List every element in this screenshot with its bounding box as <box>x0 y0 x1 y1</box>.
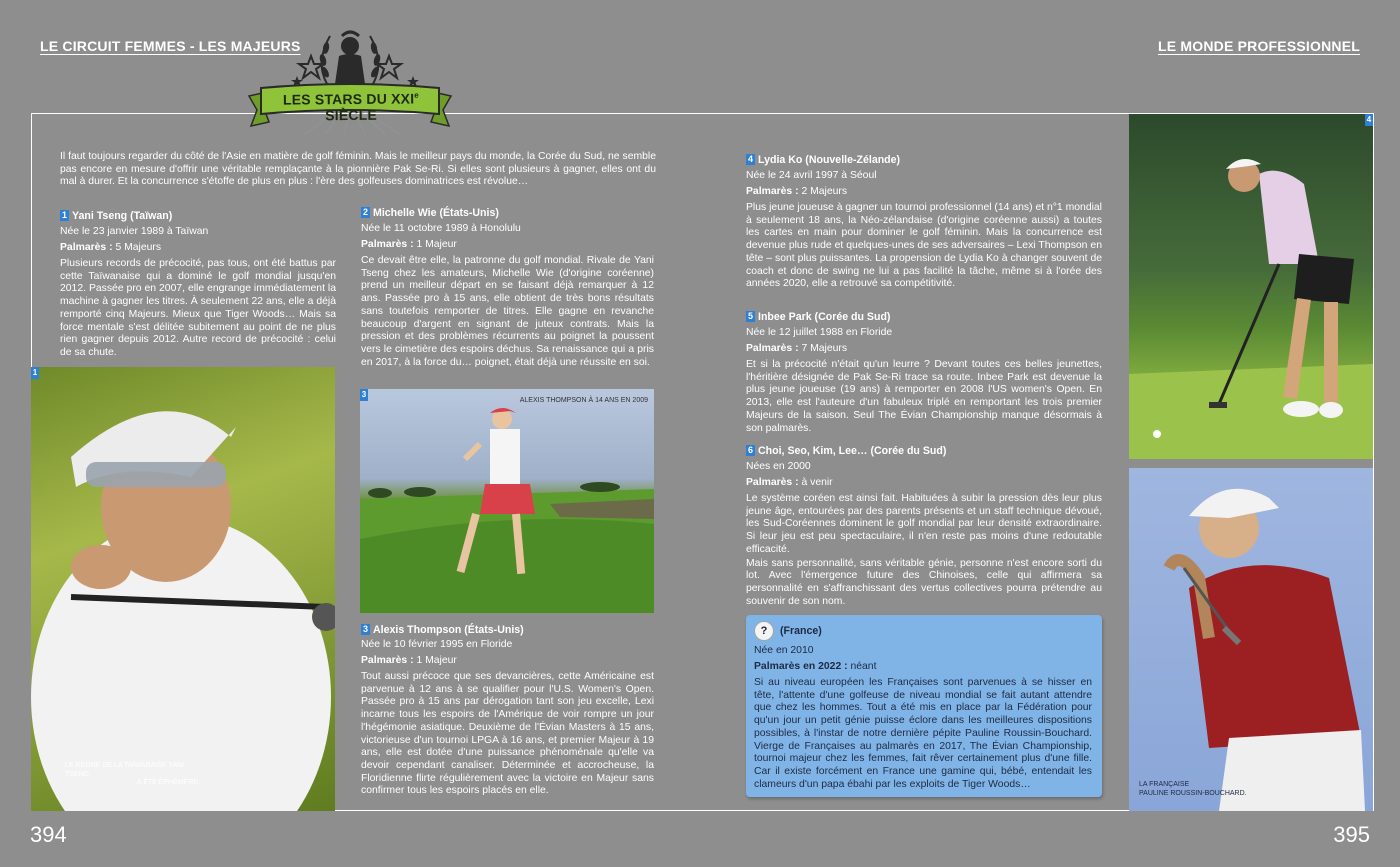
palmares-label: Palmarès : <box>746 343 799 354</box>
caption-line-1: LE RÈGNE DE LA TAÏWANAISE YANI TSENG <box>65 762 185 778</box>
golfer-photo-icon <box>360 389 654 613</box>
player-name: Inbee Park (Corée du Sud) <box>758 311 891 323</box>
banner-sup: e <box>414 90 419 100</box>
section-title-left: LE CIRCUIT FEMMES - LES MAJEURS <box>40 38 301 54</box>
box-content <box>754 621 1092 791</box>
banner-title <box>263 90 439 124</box>
palmares-value: 2 Majeurs <box>801 186 848 197</box>
player-heading <box>746 153 1102 167</box>
section-title-right: LE MONDE PROFESSIONNEL <box>1158 38 1360 54</box>
player-name: Lydia Ko (Nouvelle-Zélande) <box>758 154 901 166</box>
player-name: Choi, Seo, Kim, Lee… (Corée du Sud) <box>758 445 947 457</box>
palmares-label: Palmarès : <box>60 242 113 253</box>
player-michelle-wie <box>361 206 654 369</box>
player-heading <box>746 310 1102 324</box>
player-number: 6 <box>748 445 754 455</box>
player-text: Le système coréen est ainsi fait. Habituées à subir la pression dès leur plus jeune âge, entourées par des parents présents et un staff technique dévoué, les Sud-Coréennes dominent le golf mondial par leur densité extraordinaire. Si leur jeu est peu spectaculaire, il n'en reste pas moins d'une redoutable efficacité. <box>746 493 1102 555</box>
palmares-label: Palmarès : <box>746 477 799 488</box>
golfer-photo-icon <box>1129 468 1373 811</box>
page-number-left: 394 <box>30 822 67 847</box>
photo-number: 4 <box>1366 115 1372 124</box>
banner-title-text: LES STARS DU XXI <box>282 90 415 108</box>
player-yani-tseng <box>60 209 336 360</box>
photo-alexis-thompson <box>360 389 654 613</box>
box-name: (France) <box>780 624 822 637</box>
player-palmares <box>361 238 654 252</box>
player-heading <box>746 444 1102 458</box>
caption-line-2: PAULINE ROUSSIN-BOUCHARD. <box>1139 789 1247 797</box>
france-info-box <box>746 615 1102 797</box>
page-number-right: 395 <box>1333 822 1370 847</box>
photo-caption: ALEXIS THOMPSON À 14 ANS EN 2009 <box>519 397 648 404</box>
caption-line-2: A ÉTÉ ÉPHÉMÈRE. <box>136 779 200 786</box>
player-name: Michelle Wie (États-Unis) <box>373 207 499 219</box>
player-born: Née le 24 avril 1997 à Séoul <box>746 170 877 181</box>
photo-number: 1 <box>32 368 38 377</box>
palmares-label: Palmarès : <box>361 655 414 666</box>
intro-paragraph: Il faut toujours regarder du côté de l'Asie en matière de golf féminin. Mais le meilleur pays du monde, la Corée du Sud, ne semble pas encore en mesure d'offrir une véritable remplaçante à la pionnière Pak Se-Ri. Si elles sont plusieurs à gagner, elles ont du mal à durer. Et la concurrence s'étoffe de plus en plus : l'ère des golfeuses dominatrices est révolue… <box>60 151 656 188</box>
player-alexis-thompson <box>361 623 654 798</box>
player-lydia-ko <box>746 153 1102 291</box>
player-korean-group <box>746 444 1102 608</box>
player-born: Née le 12 juillet 1988 en Floride <box>746 327 893 338</box>
player-number: 3 <box>363 624 369 634</box>
golfer-photo-icon <box>31 367 335 811</box>
palmares-label: Palmarès en 2022 : <box>754 661 848 672</box>
photo-caption <box>1139 781 1247 798</box>
player-palmares <box>746 342 1102 356</box>
player-born: Nées en 2000 <box>746 461 811 472</box>
player-text: Plusieurs records de précocité, pas tous, ont été battus par cette Taïwanaise qui a dominé le golf mondial jusqu'en 2012. Passée pro en 2007, elle engrange immédiatement la machine à gagner les titres. À seulement 22 ans, elle a déjà remporté cinq Majeurs. Mieux que Tiger Woods… Mais sa force mentale s'est délitée subitement au point de ne plus rien gagner depuis 2012. Autre record de précocité : celui de sa chute. <box>60 258 336 358</box>
player-palmares <box>60 241 336 255</box>
photo-yani-tseng <box>31 367 335 811</box>
stars-banner <box>245 22 455 134</box>
player-born: Née le 11 octobre 1989 à Honolulu <box>361 223 521 234</box>
photo-number: 3 <box>361 390 367 399</box>
caption-line-1: LA FRANÇAISE <box>1139 781 1190 788</box>
player-number: 5 <box>748 311 754 321</box>
player-heading <box>60 209 336 223</box>
photo-caption <box>65 762 200 788</box>
box-heading <box>754 621 1092 641</box>
player-born: Née le 23 janvier 1989 à Taïwan <box>60 226 209 237</box>
palmares-label: Palmarès : <box>746 186 799 197</box>
player-text: Tout aussi précoce que ses devancières, cette Américaine est parvenue à 12 ans à se qualifier pour l'U.S. Women's Open. Passée pro à 15 ans par dérogation tant son jeu excelle, Lexi incarne tous les espoirs de l'Amérique de voir rompre un jour l'hégémonie asiatique. Deuxième de l'Évian Masters à 15 ans, victorieuse d'un tournoi LPGA à 16 ans, et premier Majeur à 19 ans, elle est dotée d'une puissance phénoménale qu'elle va devoir cependant canaliser. Déterminée et accrocheuse, la Floridienne flirte régulièrement avec la victoire en Majeur sans confirmer tous les espoirs placés en elle. <box>361 671 654 797</box>
player-number: 4 <box>748 154 754 164</box>
box-text: Si au niveau européen les Françaises sont parvenues à se hisser en tête, l'attente d'une golfeuse de niveau mondial se fait autant attendre que chez les hommes. Tout a été mis en place par la Fédération pour qu'un jour un petit génie puisse éclore dans les meilleures dispositions possibles, à l'instar de notre dernière pépite Pauline Roussin-Bouchard. Vierge de Françaises au palmarès en 2017, The Évian Championship, tournoi majeur chez les femmes, fait rêver certainement plus d'une fille. Car il existe forcément en France une gamine qui, bébé, entendait les clameurs d'un papa ébahi par les exploits de Tiger Woods… <box>754 677 1092 790</box>
player-inbee-park <box>746 310 1102 435</box>
player-name: Yani Tseng (Taïwan) <box>72 210 173 222</box>
palmares-value: 1 Majeur <box>416 239 457 250</box>
palmares-label: Palmarès : <box>361 239 414 250</box>
box-palmares <box>754 660 1092 674</box>
photo-lydia-ko <box>1129 114 1373 459</box>
palmares-value: à venir <box>801 477 833 488</box>
palmares-value: néant <box>850 661 877 672</box>
player-palmares <box>746 185 1102 199</box>
player-born: Née le 10 février 1995 en Floride <box>361 639 513 650</box>
banner-title-end: SIÈCLE <box>325 106 378 124</box>
player-name: Alexis Thompson (États-Unis) <box>373 624 524 636</box>
player-number: 2 <box>363 207 369 217</box>
box-born: Née en 2010 <box>754 645 814 656</box>
player-number: 1 <box>62 210 68 220</box>
player-text-2: Mais sans personnalité, sans véritable génie, personne n'est encore sorti du lot. Avec l'émergence future des Chinoises, celle qui affirmera sa personnalité en s'affranchissant des vertus collectives pourra prétendre au souvenir de son nom. <box>746 557 1102 607</box>
player-palmares <box>361 654 654 668</box>
player-text: Ce devait être elle, la patronne du golf mondial. Rivale de Yani Tseng chez les amateurs, Michelle Wie (d'origine coréenne) prend un meilleur départ en se faisant déjà remarquer à 12 ans. Passée pro à 15 ans, elle obtient de très bons résultats sans toutefois remporter de titres. Elle gagne en revanche beaucoup d'argent en signant de juteux contrats. Mais la pression et des problèmes récurrents au poignet la poussent vers le cimetière des espoirs déchus. Sa renaissance qui a pris en 2017, à la force du… poignet, était déjà une réussite en soi. <box>361 255 654 368</box>
golfer-photo-icon <box>1129 114 1373 459</box>
photo-pauline-roussin-bouchard <box>1129 468 1373 811</box>
golf-ball-question-icon: ? <box>754 621 774 641</box>
palmares-value: 5 Majeurs <box>115 242 162 253</box>
player-text: Plus jeune joueuse à gagner un tournoi professionnel (14 ans) et n°1 mondial à seulement 18 ans, la Néo-zélandaise (d'origine coréenne aussi) a toutes les cartes en main pour dominer le golf féminin. Mais la concurrence est devenue plus rude et quelques-unes de ses adversaires – Lexi Thompson en tête – sont plus puissantes. La propension de Lydia Ko à changer souvent de coach et donc de swing ne lui a pas facilité la tâche, même si à l'orée des années 2020, elle a retrouvé sa compétitivité. <box>746 202 1102 290</box>
player-palmares <box>746 476 1102 490</box>
palmares-value: 1 Majeur <box>416 655 457 666</box>
player-text: Et si la précocité n'était qu'un leurre ? Devant toutes ces belles jeunettes, l'héritière désignée de Pak Se-Ri trace sa route. Inbee Park est devenue la plus jeune joueuse (19 ans) à remporter en 2008 l'US women's Open. En 2013, elle est l'auteure d'un fabuleux triplé en remportant les trois premier Majeurs de la saison. Seul The Évian Championship manque désormais à son palmarès. <box>746 359 1102 434</box>
player-heading <box>361 623 654 637</box>
palmares-value: 7 Majeurs <box>801 343 848 354</box>
player-heading <box>361 206 654 220</box>
